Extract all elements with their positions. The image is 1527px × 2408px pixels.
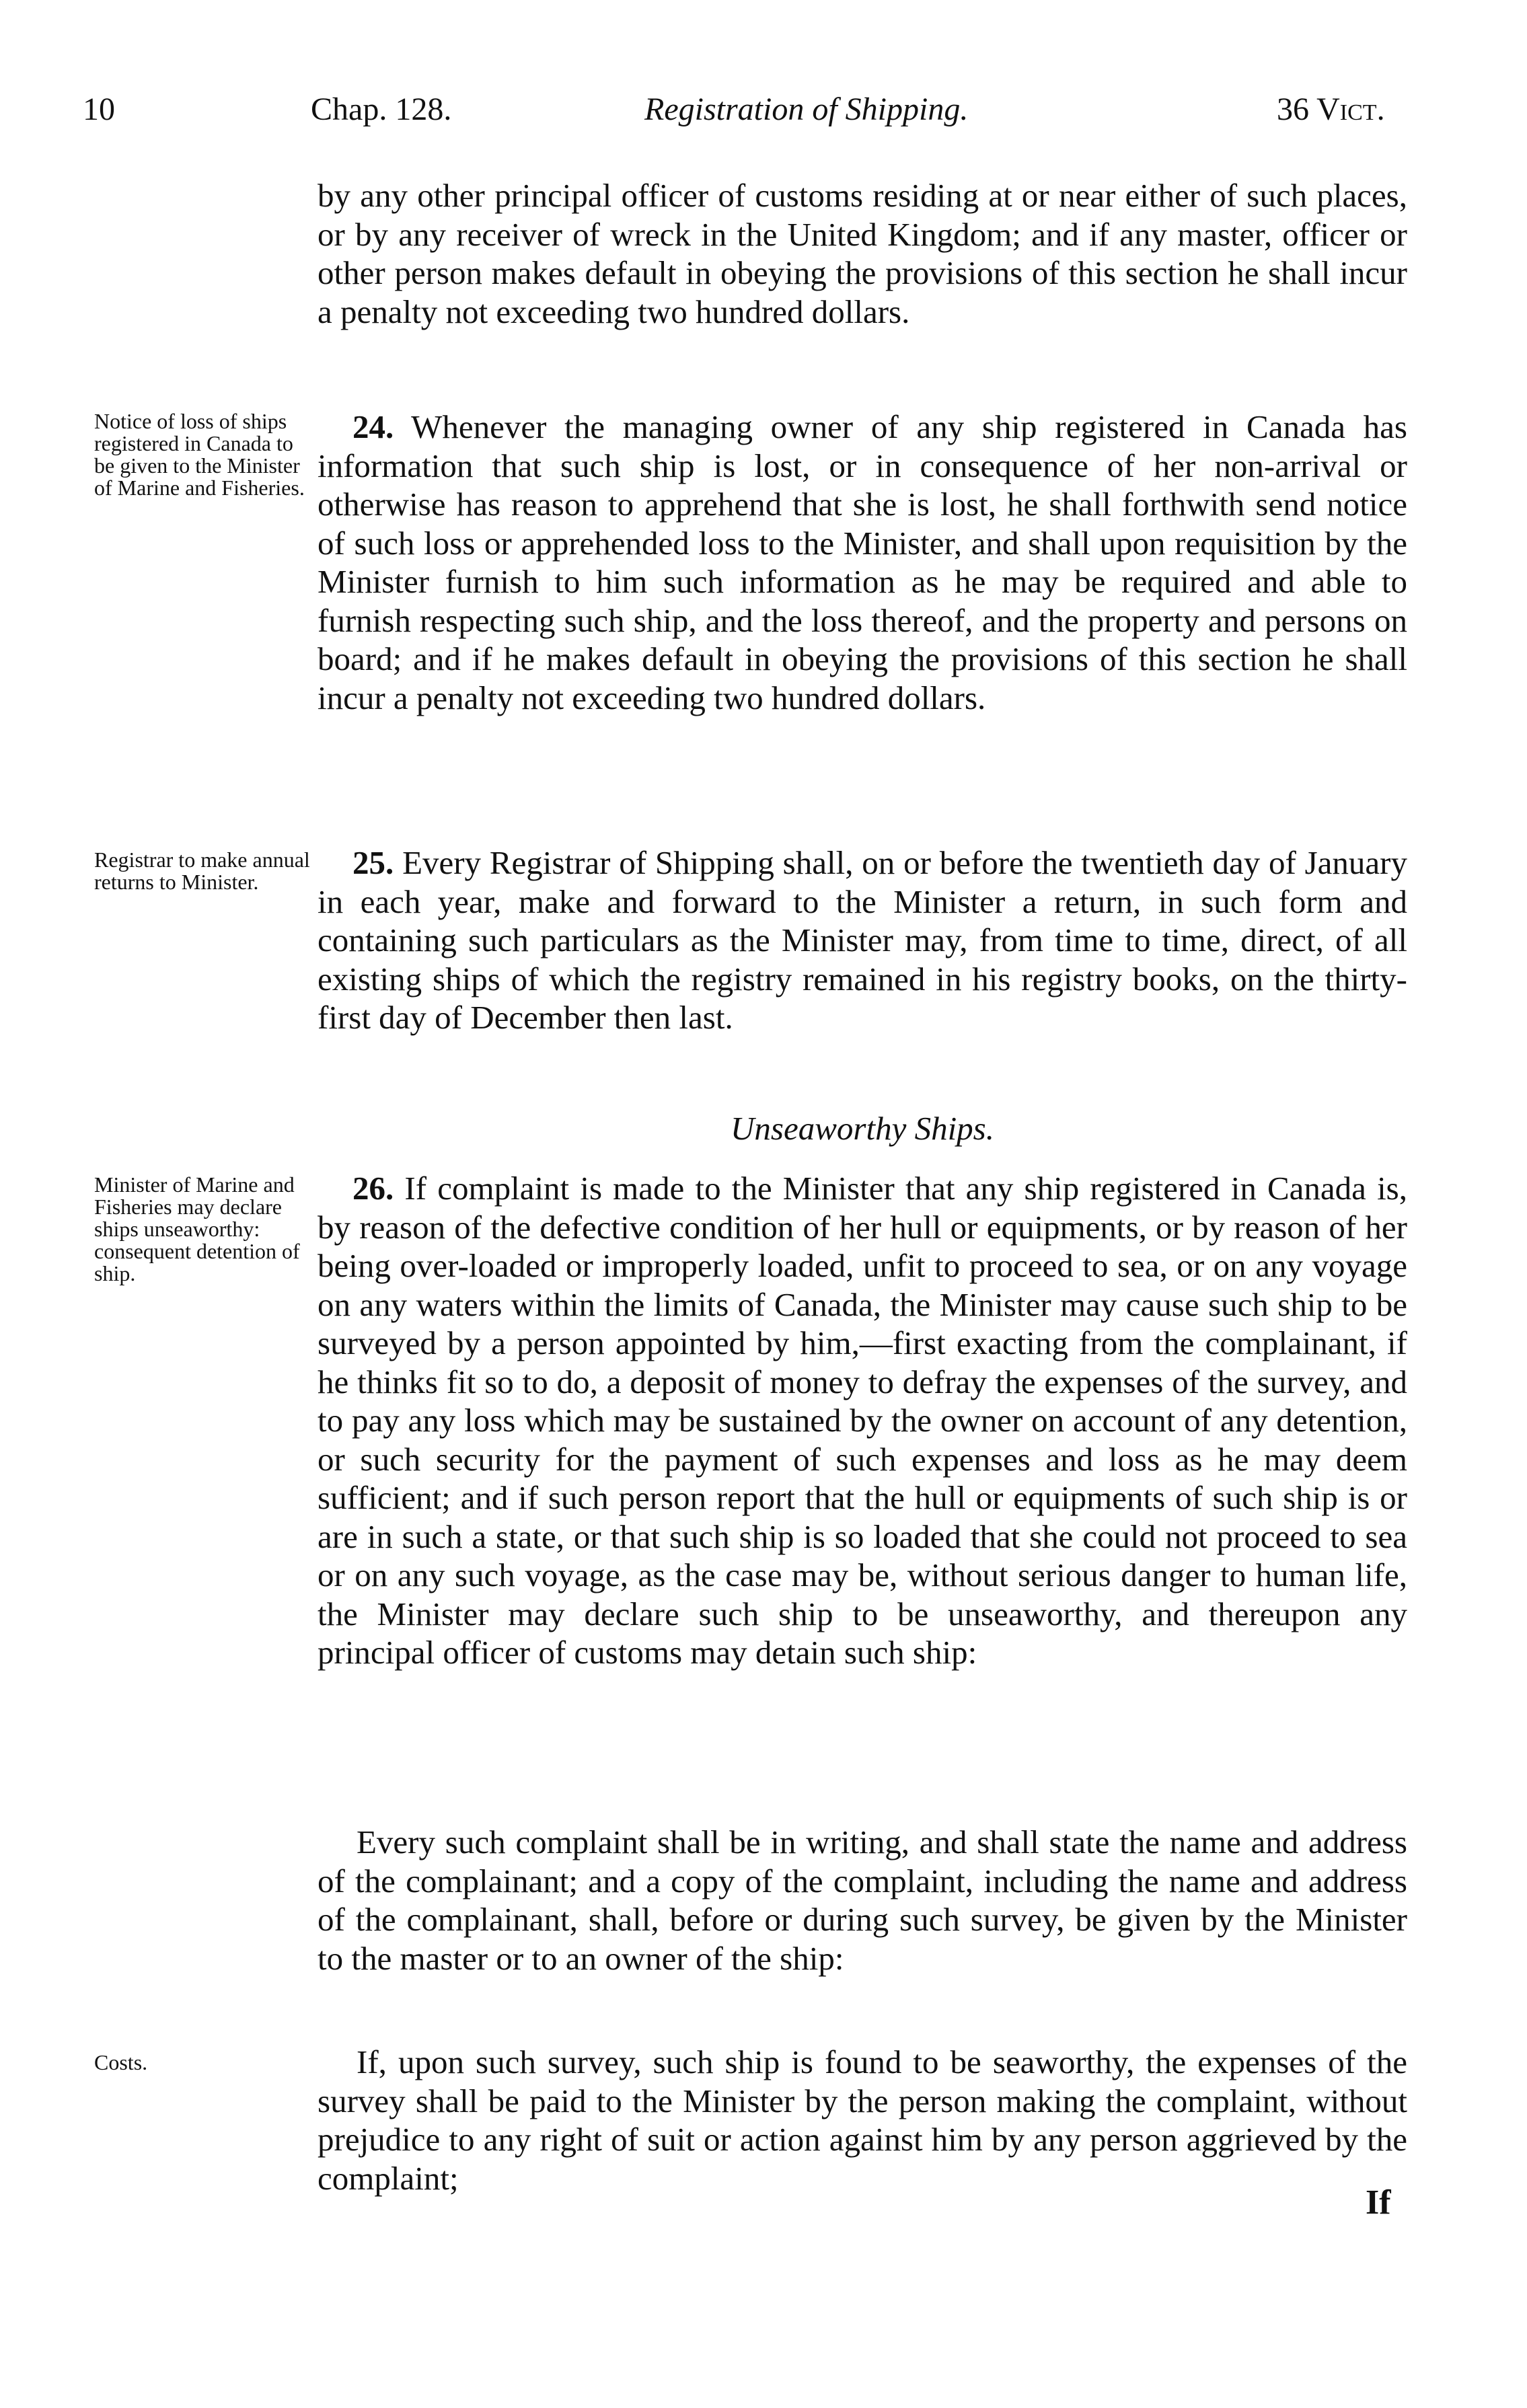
continuation-paragraph: by any other principal officer of customs residing at or near either of such places, or by any receiver of wreck in the United Kingdom; and if any master, officer or other person makes default in obeying the provisions of this section he shall incur a penalty not exceeding two hundred dollars. xyxy=(318,177,1407,330)
chapter-label: Chap. 128. xyxy=(311,91,452,127)
catchword: If xyxy=(1366,2183,1391,2222)
section-number: 26. xyxy=(352,1170,394,1207)
section-number: 25. xyxy=(352,844,394,881)
margin-note-section-25: Registrar to make annual returns to Minister. xyxy=(94,848,310,894)
section-26 xyxy=(318,1169,1407,1672)
page-number: 10 xyxy=(83,91,115,127)
section-25 xyxy=(318,843,1407,1037)
section-24 xyxy=(318,408,1407,717)
section-number: 24. xyxy=(352,408,394,445)
regnal-year: 36 Vict. xyxy=(1277,91,1385,127)
running-header xyxy=(0,86,1527,133)
section-text: Whenever the managing owner of any ship registered in Canada has information that such ship is lost, or in consequence of her non-arrival or otherwise has reason to apprehend that she is lost, he shall forthwith send notice of such loss or apprehended loss to the Minister, and shall upon requisition by the Minister furnish to him such information as he may be required and able to furnish respecting such ship, and the loss thereof, and the property and persons on board; and if he makes default in obeying the provisions of this section he shall incur a penalty not exceeding two hundred dollars. xyxy=(318,408,1407,716)
margin-note-costs: Costs. xyxy=(94,2050,148,2074)
section-text: Every Registrar of Shipping shall, on or before the twentieth day of January in each year, make and forward to the Minister a return, in such form and containing such particulars as the Minister may, from time to time, direct, of all existing ships of which the registry remained in his registry books, on the thirty-first day of December then last. xyxy=(318,844,1407,1036)
section-26-paragraph-2: Every such complaint shall be in writing, and shall state the name and address of the complainant; and a copy of the complaint, including the name and address of the complainant, shall, before or during such survey, be given by the Minister to the master or to an owner of the ship: xyxy=(318,1823,1407,1977)
margin-note-section-26: Minister of Marine and Fisheries may declare ships unseaworthy: consequent detention of ship. xyxy=(94,1172,300,1285)
subheading: Unseaworthy Ships. xyxy=(731,1110,994,1147)
running-title: Registration of Shipping. xyxy=(644,91,969,127)
section-text: If complaint is made to the Minister that any ship registered in Canada is, by reason of the defective condition of her hull or equipments, or by reason of her being over-loaded or improperly loaded, unfit to proceed to sea, or on any voyage on any waters within the limits of Canada, the Minister may cause such ship to be surveyed by a person appointed by him,—first exacting from the complainant, if he thinks fit so to do, a deposit of money to defray the expenses of the survey, and to pay any loss which may be sustained by the owner on account of any detention, or such security for the payment of such expenses and loss as he may deem sufficient; and if such person report that the hull or equipments of such ship is or are in such a state, or that such ship is so loaded that she could not proceed to sea or on any such voyage, as the case may be, without serious danger to human life, the Minister may declare such ship to be unseaworthy, and thereupon any principal officer of customs may detain such ship: xyxy=(318,1170,1408,1671)
section-26-paragraph-3: If, upon such survey, such ship is found to be seaworthy, the expenses of the survey shall be paid to the Minister by the person making the complaint, without prejudice to any right of suit or action against him by any person aggrieved by the complaint; xyxy=(318,2043,1407,2197)
margin-note-section-24: Notice of loss of ships registered in Canada to be given to the Minister of Marine and Fisheries. xyxy=(94,409,305,500)
